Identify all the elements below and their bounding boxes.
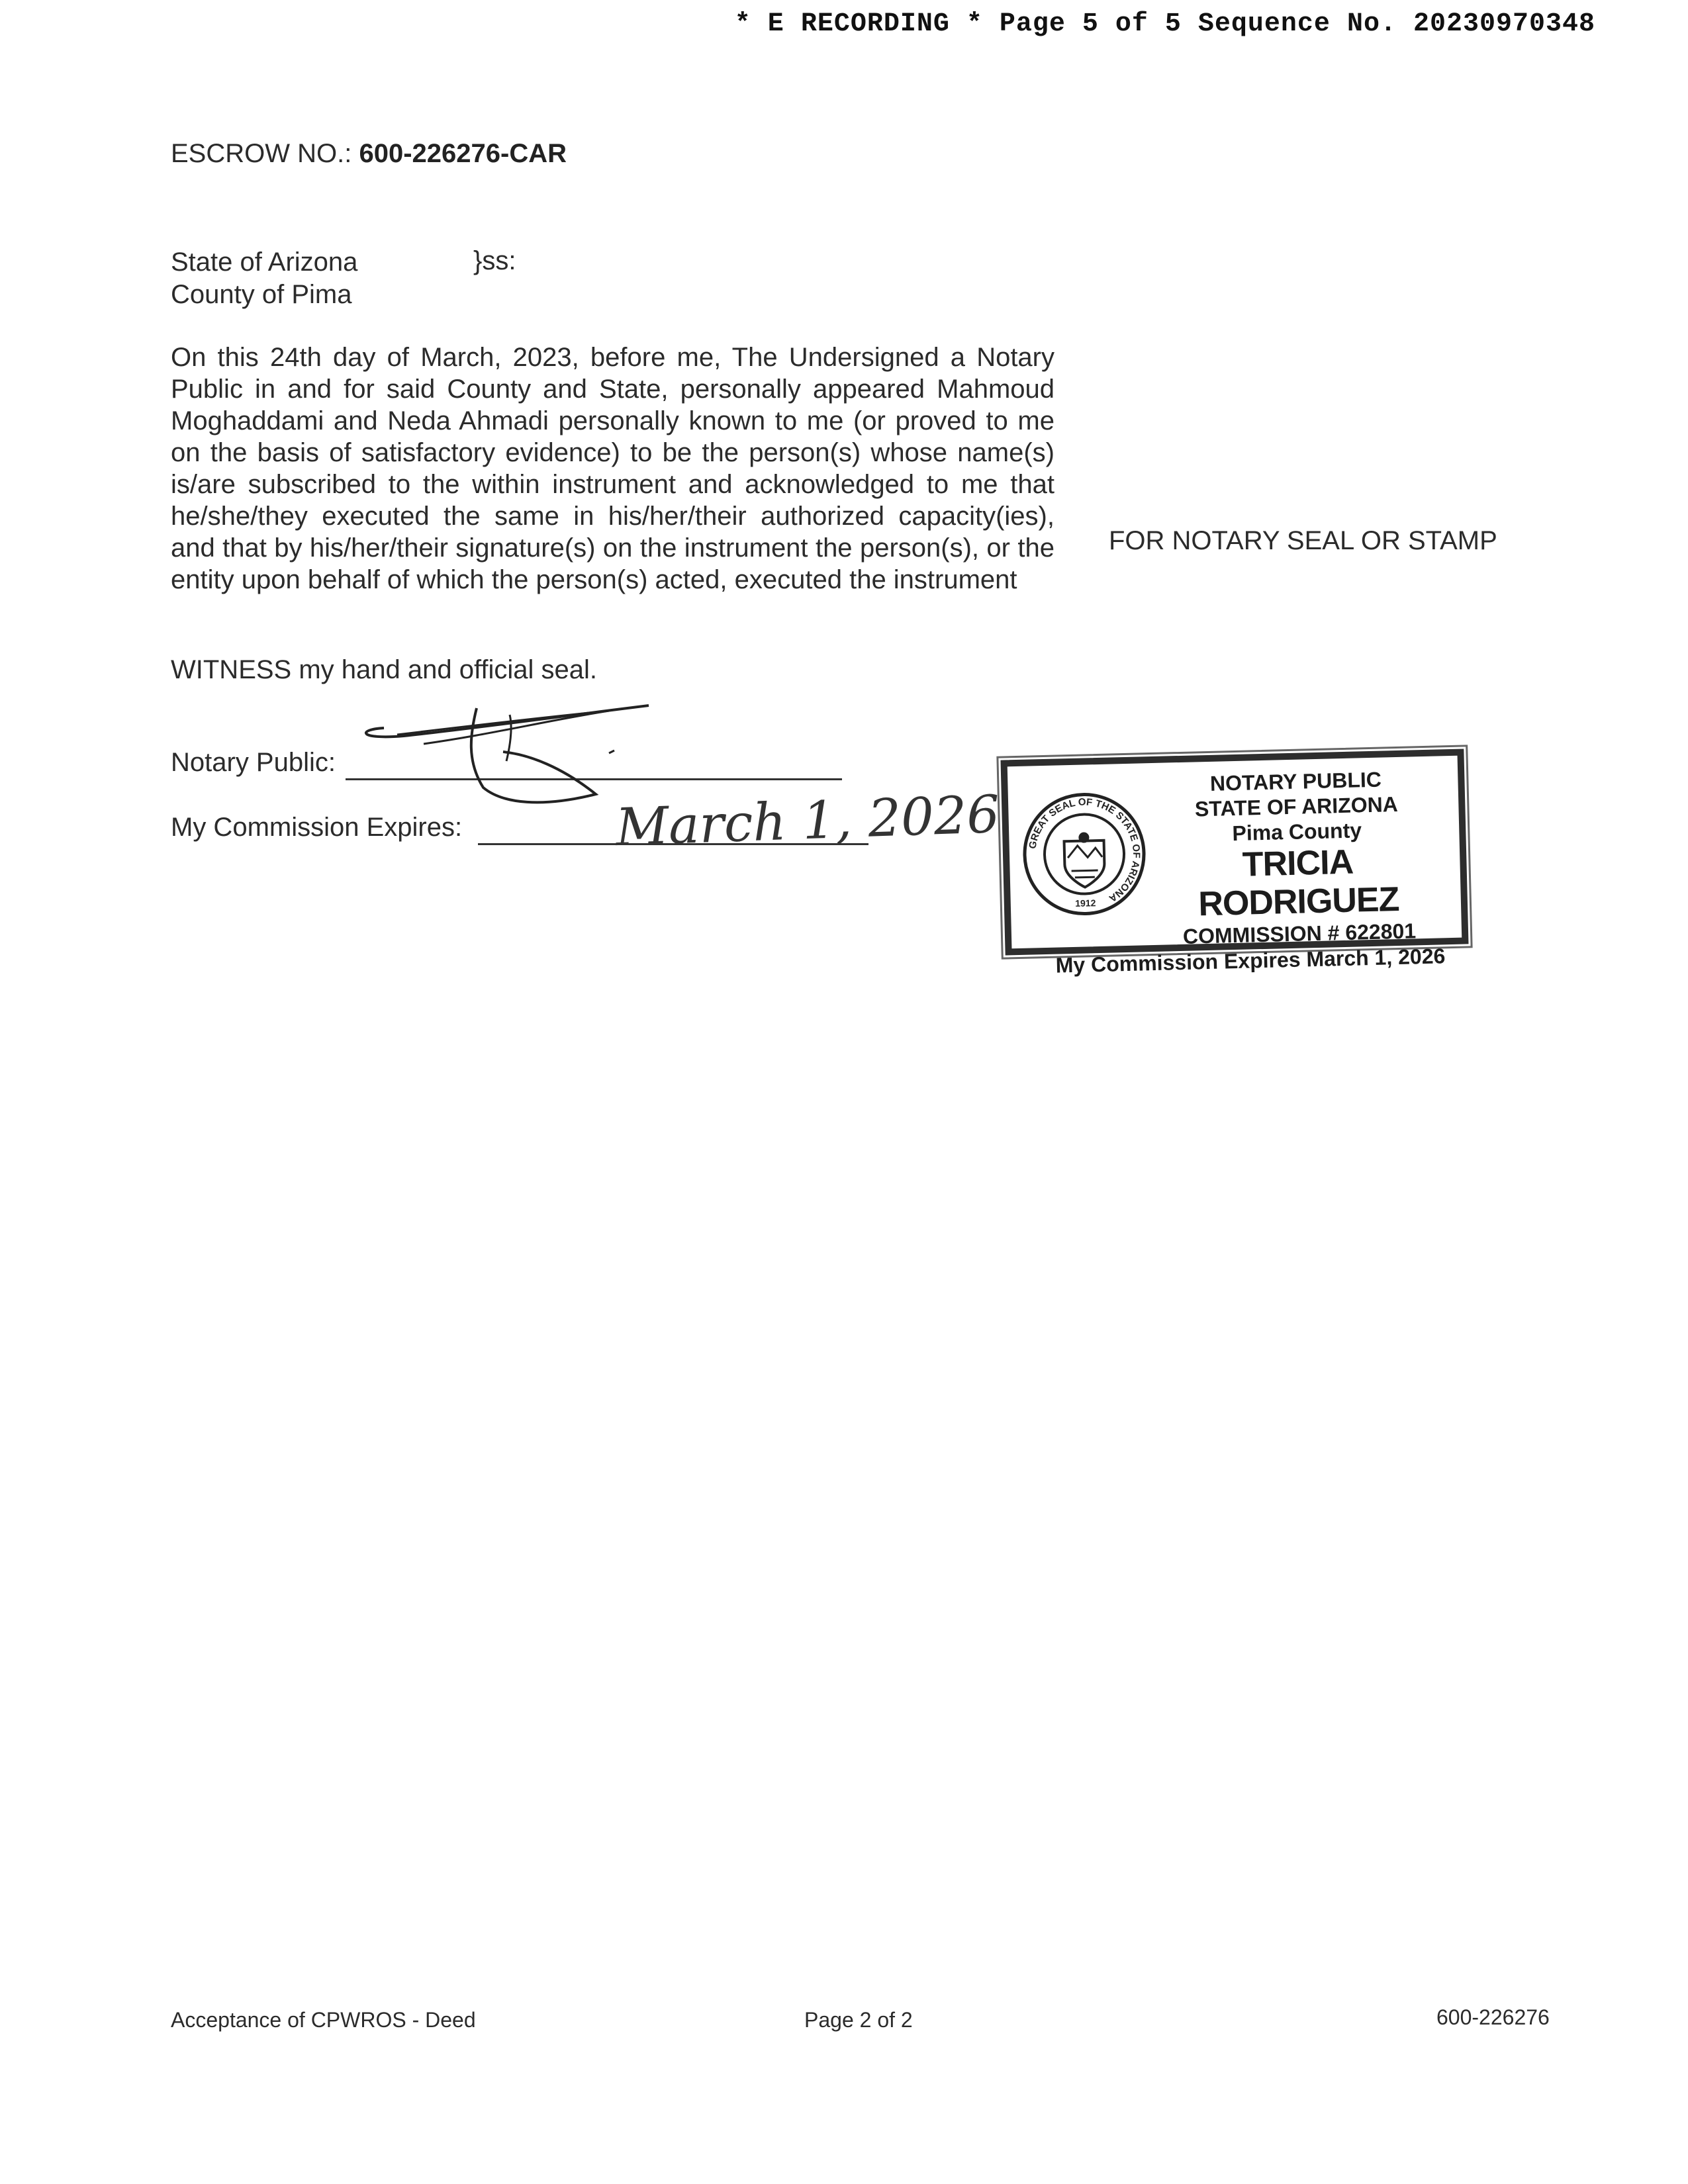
footer-page-number: Page 2 of 2: [804, 2008, 913, 2032]
stamp-notary-name: TRICIA RODRIGUEZ: [1197, 842, 1400, 924]
stamp-state: STATE OF ARIZONA: [1194, 792, 1399, 821]
stamp-commission-expires: My Commission Expires March 1, 2026: [1055, 944, 1446, 978]
escrow-number: 600-226276-CAR: [359, 139, 567, 168]
footer-document-title: Acceptance of CPWROS - Deed: [171, 2008, 476, 2032]
notary-stamp: [1001, 749, 1469, 978]
escrow-number-line: [171, 139, 567, 169]
venue-county: County of Pima: [171, 280, 352, 309]
stamp-county: Pima County: [1232, 818, 1362, 846]
footer-escrow-number: 600-226276: [1436, 2005, 1550, 2029]
acknowledgment-paragraph: On this 24th day of March, 2023, before me, The Undersigned a Notary Public in and for said County and State, personally appeared Mahmoud Moghaddami and Neda Ahmadi personally known to me (or proved to me on the basis of satisfactory evidence) to be the person(s) whose name(s) is/are subscribed to the within instrument and acknowledged to me that he/she/they executed the same in his/her/their authorized capacity(ies), and that by his/her/their signature(s) on the instrument the person(s), or the entity upon behalf of which the person(s) acted, executed the instrument: [171, 343, 1055, 594]
escrow-label: ESCROW NO.:: [171, 139, 352, 168]
arizona-state-seal-icon: [1020, 790, 1149, 919]
stamp-commission-number: COMMISSION # 622801: [1182, 919, 1417, 948]
venue-ss: }ss:: [473, 246, 516, 275]
commission-expires-handwritten: March 1, 2026: [614, 784, 1001, 858]
seal-area-label: FOR NOTARY SEAL OR STAMP: [1109, 526, 1497, 555]
commission-expires-label: My Commission Expires:: [171, 813, 463, 842]
seal-year: 1912: [1075, 897, 1096, 909]
stamp-notary-public: NOTARY PUBLIC: [1209, 767, 1382, 796]
venue-block: [171, 246, 357, 311]
seal-ring-text: GREAT SEAL OF THE STATE OF ARIZONA: [1027, 796, 1143, 905]
venue-state: State of Arizona: [171, 248, 358, 277]
recording-header: * E RECORDING * Page 5 of 5 Sequence No. 20230970348: [734, 9, 1595, 39]
witness-statement: WITNESS my hand and official seal.: [171, 655, 597, 684]
notary-public-label: Notary Public:: [171, 748, 336, 777]
